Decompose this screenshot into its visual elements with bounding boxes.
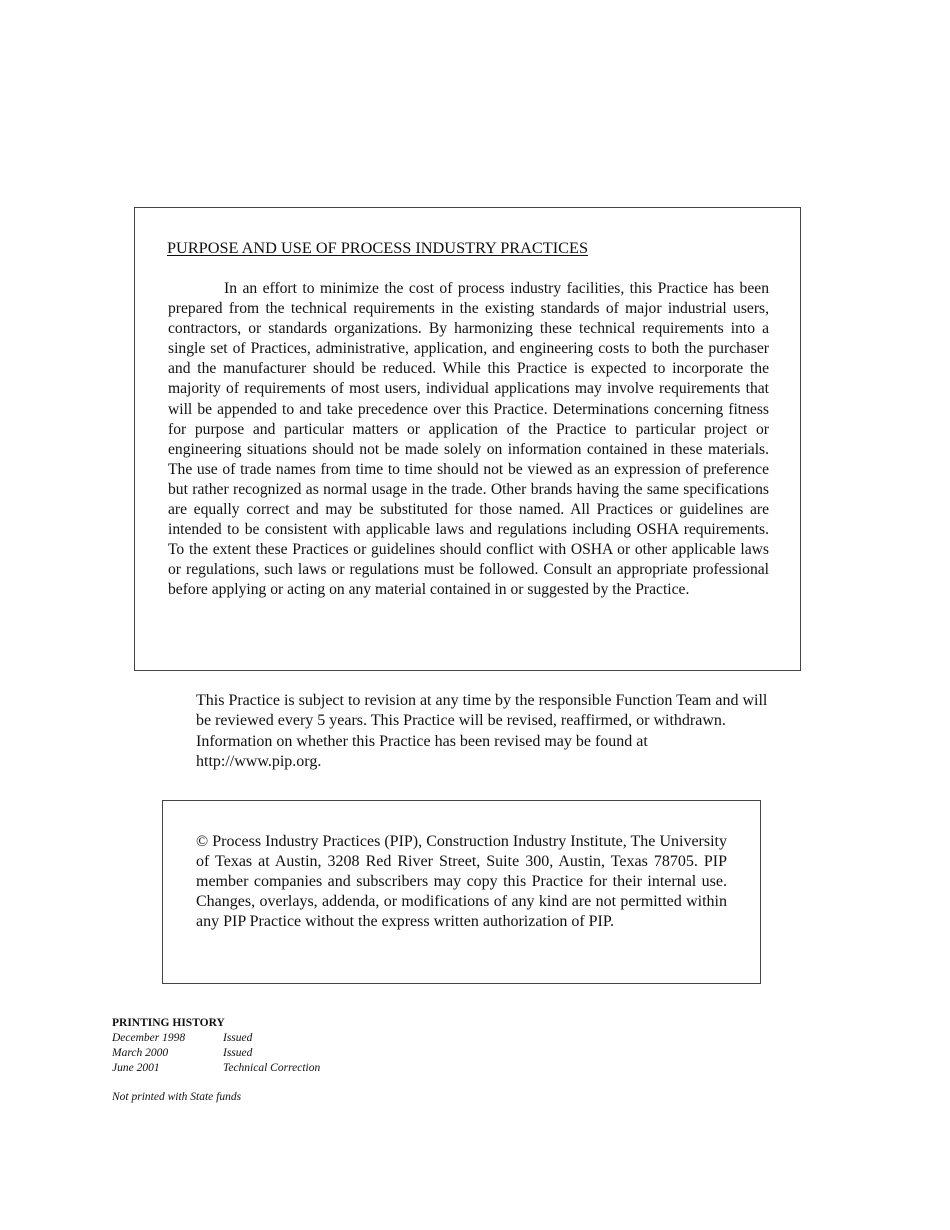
printing-history-row bbox=[112, 1032, 252, 1044]
printing-history-row bbox=[112, 1047, 252, 1059]
printing-history-title: PRINTING HISTORY bbox=[112, 1017, 225, 1029]
copyright-paragraph: © Process Industry Practices (PIP), Construction Industry Institute, The University of Texas at Austin, 3208 Red River Street, Suite 300, Austin, Texas 78705. PIP member companies and subscribers may copy this Practice for their internal use. Changes, overlays, addenda, or modifications of any kind are not permitted within any PIP Practice without the express written authorization of PIP. bbox=[196, 833, 727, 931]
history-date: June 2001 bbox=[112, 1062, 160, 1074]
history-status: Technical Correction bbox=[223, 1062, 321, 1074]
printing-history-row bbox=[112, 1062, 320, 1074]
history-status: Issued bbox=[223, 1047, 253, 1059]
purpose-paragraph: In an effort to minimize the cost of process industry facilities, this Practice has been prepared from the technical requirements in the existing standards of major industrial users, contractors, or standards organizations. By harmonizing these technical requirements into a single set of Practices, administrative, application, and engineering costs to both the purchaser and the manufacturer should be reduced. While this Practice is expected to incorporate the majority of requirements of most users, individual applications may involve requirements that will be appended to and take precedence over this Practice. Determinations concerning fitness for purpose and particular matters or application of the Practice to particular project or engineering situations should not be made solely on information contained in these materials. The use of trade names from time to time should not be viewed as an expression of preference but rather recognized as normal usage in the trade. Other brands having the same specifications are equally correct and may be substituted for those named. All Practices or guidelines are intended to be consistent with applicable laws and regulations including OSHA requirements. To the extent these Practices or guidelines should conflict with OSHA or other applicable laws or regulations, such laws or regulations must be followed. Consult an appropriate professional before applying or acting on any material contained in or suggested by the Practice. bbox=[168, 280, 769, 599]
history-date: December 1998 bbox=[112, 1032, 186, 1044]
purpose-heading: PURPOSE AND USE OF PROCESS INDUSTRY PRACTICES bbox=[167, 238, 589, 257]
revision-paragraph: This Practice is subject to revision at any time by the responsible Function Team and will be reviewed every 5 years. This Practice will be revised, reaffirmed, or withdrawn. Information on whether this Practice has been revised may be found at http://www.pip.org. bbox=[196, 692, 768, 770]
funding-footnote: Not printed with State funds bbox=[112, 1091, 242, 1103]
history-date: March 2000 bbox=[112, 1047, 169, 1059]
history-status: Issued bbox=[223, 1032, 253, 1044]
